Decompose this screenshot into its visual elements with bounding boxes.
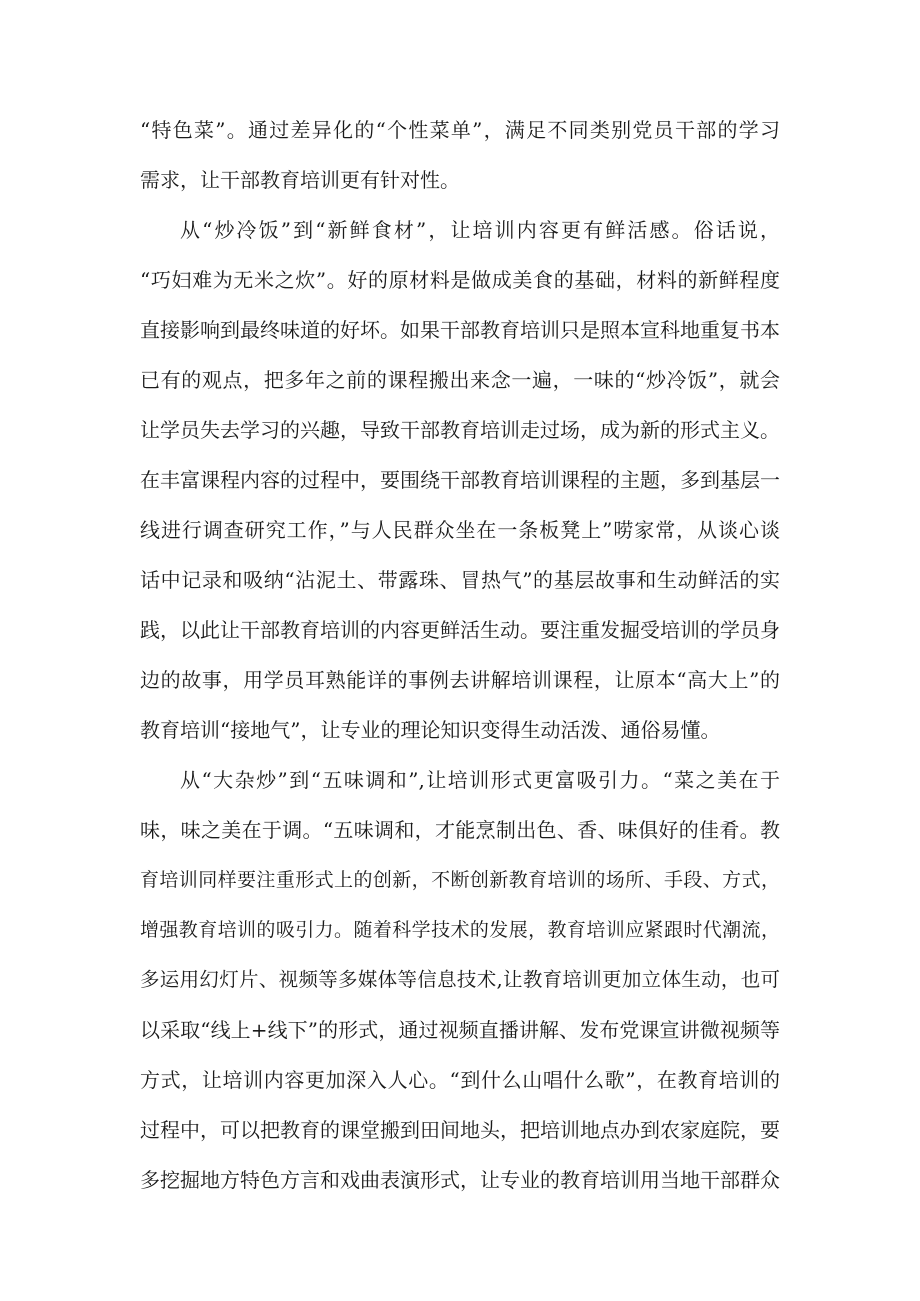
paragraph-2-line-2: “巧妇难为无米之炊”。好的原材料是做成美食的基础，材料的新鲜程度 xyxy=(140,268,780,292)
paragraph-2-line-1: 从“炒冷饭”到“新鲜食材”，让培训内容更有鲜活感。俗话说， xyxy=(180,218,780,242)
paragraph-2-line-3: 直接影响到最终味道的好坏。如果干部教育培训只是照本宣科地重复书本 xyxy=(140,318,780,342)
paragraph-2-line-5: 让学员失去学习的兴趣，导致干部教育培训走过场，成为新的形式主义。 xyxy=(140,418,780,442)
paragraph-2-line-7: 线进行调查研究工作，”与人民群众坐在一条板凳上”唠家常，从谈心谈 xyxy=(140,518,780,542)
paragraph-1-line-1: “特色菜”。通过差异化的“个性菜单”，满足不同类别党员干部的学习 xyxy=(140,118,780,142)
paragraph-3-line-3: 育培训同样要注重形式上的创新，不断创新教育培训的场所、手段、方式， xyxy=(140,869,780,891)
paragraph-3-line-1: 从“大杂炒”到“五味调和”,让培训形式更富吸引力。“菜之美在于 xyxy=(180,768,780,792)
paragraph-3-line-5: 多运用幻灯片、视频等多媒体等信息技术,让教育培训更加立体生动，也可 xyxy=(140,968,780,991)
paragraph-2-line-4: 已有的观点，把多年之前的课程搬出来念一遍，一味的“炒冷饭”，就会 xyxy=(140,368,780,392)
paragraph-2-line-9: 践，以此让干部教育培训的内容更鲜活生动。要注重发掘受培训的学员身 xyxy=(140,618,780,642)
paragraph-3-line-9: 多挖掘地方特色方言和戏曲表演形式，让专业的教育培训用当地干部群众 xyxy=(140,1168,780,1192)
paragraph-2-line-8: 话中记录和吸纳“沾泥土、带露珠、冒热气”的基层故事和生动鲜活的实 xyxy=(140,568,780,592)
paragraph-3-line-8: 过程中，可以把教育的课堂搬到田间地头，把培训地点办到农家庭院，要 xyxy=(140,1118,780,1142)
paragraph-3-line-6: 以采取“线上+线下”的形式，通过视频直播讲解、发布党课宣讲微视频等 xyxy=(140,1018,780,1042)
paragraph-3-line-4: 增强教育培训的吸引力。随着科学技术的发展，教育培训应紧跟时代潮流， xyxy=(140,919,780,941)
paragraph-2-line-11: 教育培训“接地气”，让专业的理论知识变得生动活泼、通俗易懂。 xyxy=(140,718,721,742)
paragraph-1-line-2: 需求，让干部教育培训更有针对性。 xyxy=(140,168,460,192)
paragraph-2-line-6: 在丰富课程内容的过程中，要围绕干部教育培训课程的主题，多到基层一 xyxy=(140,468,780,492)
paragraph-3-line-2: 味，味之美在于调。“五味调和，才能烹制出色、香、味俱好的佳肴。教 xyxy=(140,818,780,842)
paragraph-2-line-10: 边的故事，用学员耳熟能详的事例去讲解培训课程，让原本“高大上”的 xyxy=(140,668,780,692)
paragraph-3-line-7: 方式，让培训内容更加深入人心。“到什么山唱什么歌”，在教育培训的 xyxy=(140,1068,780,1092)
